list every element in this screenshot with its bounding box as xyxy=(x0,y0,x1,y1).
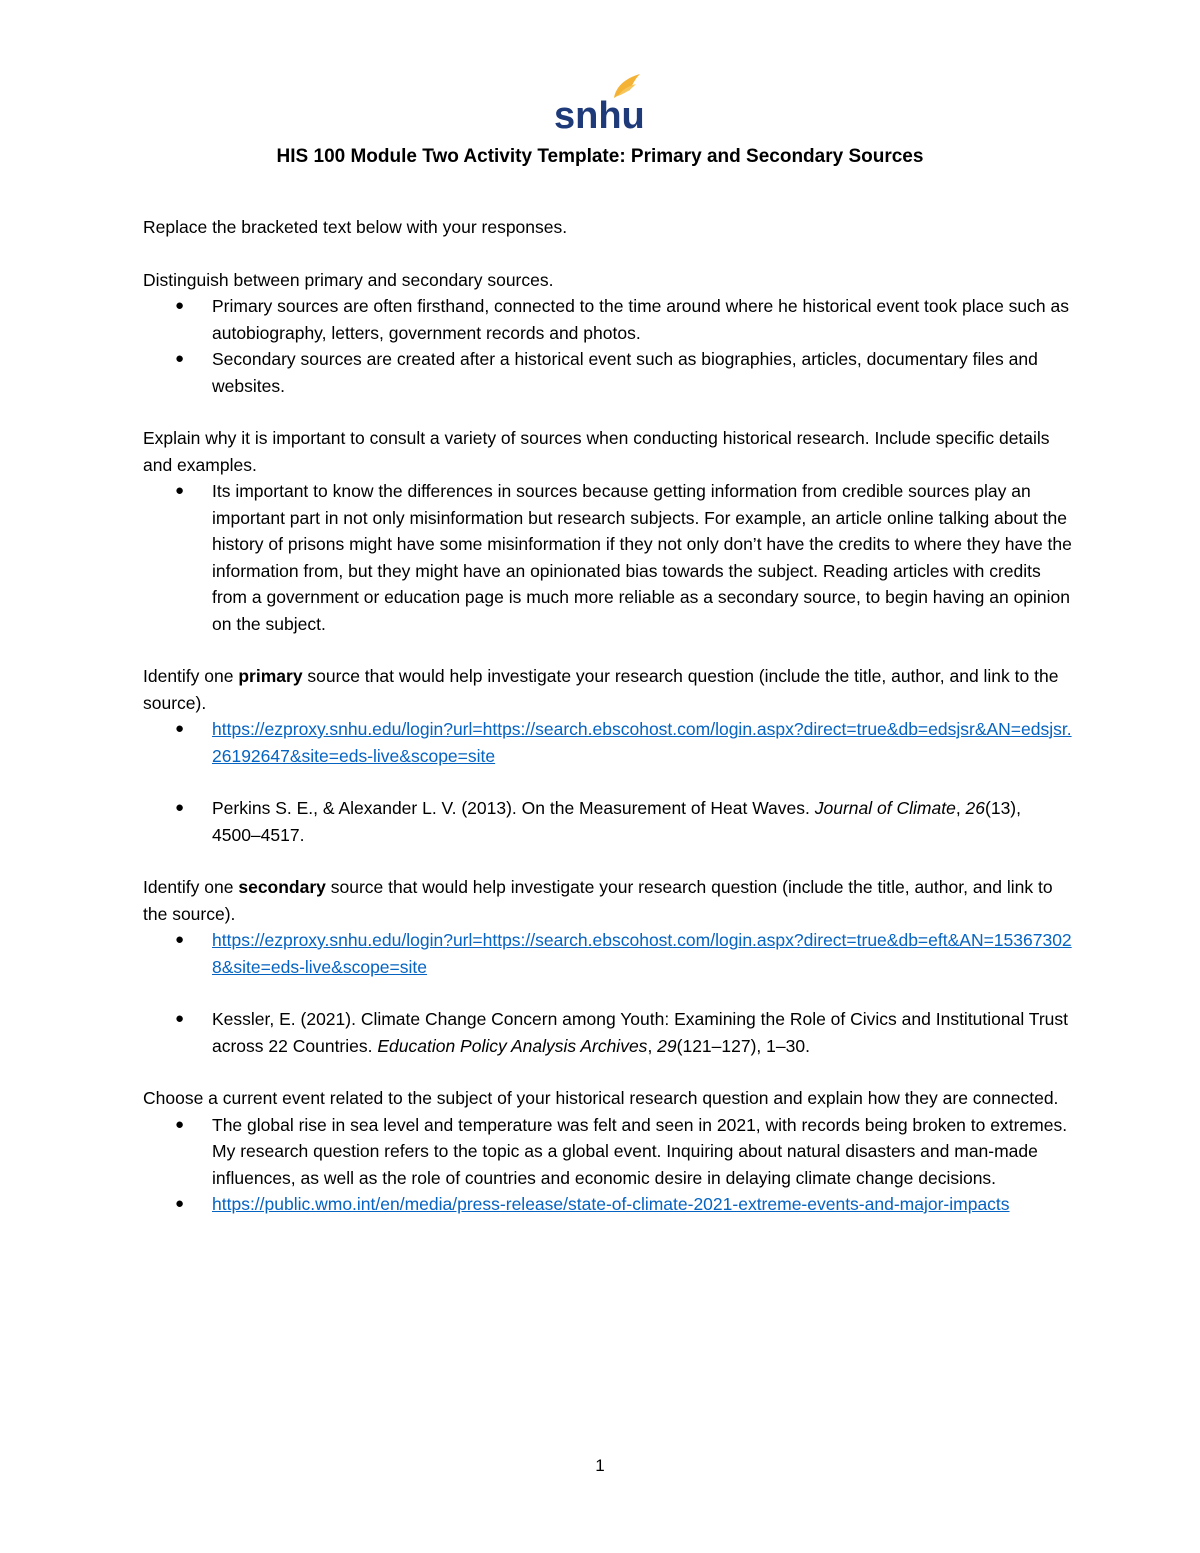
list-item: ● Its important to know the differences in sources because getting information from credible sources play an important part in not only misinformation but research subjects. For example, an article online talking about the history of prisons might have some misinformation if they not only don’t have the credits to where they have the information from, but they might have an opinionated bias towards the subject. Reading articles with credits from a government or education page is much more reliable as a secondary source, to begin having an opinion on the subject. xyxy=(143,478,1073,637)
explain-list xyxy=(143,478,1073,637)
bullet-icon: ● xyxy=(175,931,185,948)
list-item: ● Kessler, E. (2021). Climate Change Concern among Youth: Examining the Role of Civics and Institutional Trust across 22 Countries. Education Policy Analysis Archives, 29(121–127), 1–30. xyxy=(143,1006,1073,1059)
bullet-icon: ● xyxy=(175,1010,185,1027)
snhu-logo xyxy=(552,72,648,134)
secondary-list xyxy=(143,927,1073,980)
bullet-icon: ● xyxy=(175,297,185,314)
current-event-list xyxy=(143,1112,1073,1218)
primary-source-link[interactable]: https://ezproxy.snhu.edu/login?url=https://search.ebscohost.com/login.aspx?direct=true&db=edsjsr&AN=edsjsr.26192647&site=eds-live&scope=site xyxy=(212,719,1072,766)
page-title: HIS 100 Module Two Activity Template: Primary and Secondary Sources xyxy=(276,146,924,167)
list-item: ● Secondary sources are created after a historical event such as biographies, articles, documentary files and websites. xyxy=(143,346,1073,399)
list-item: ● The global rise in sea level and temperature was felt and seen in 2021, with records being broken to extremes. My research question refers to the topic as a global event. Inquiring about natural disasters and man-made influences, as well as the role of countries and economic desire in delaying climate change decisions. xyxy=(143,1112,1073,1192)
bullet-icon: ● xyxy=(175,1195,185,1212)
distinguish-list xyxy=(143,293,1073,399)
distinguish-prompt: Distinguish between primary and secondary sources. xyxy=(143,269,554,290)
list-item: ● Primary sources are often firsthand, connected to the time around where he historical event took place such as autobiography, letters, government records and photos. xyxy=(143,293,1073,346)
logo-text: snhu xyxy=(554,95,645,134)
bullet-icon: ● xyxy=(175,350,185,367)
list-item xyxy=(143,716,1073,769)
primary-list xyxy=(143,716,1073,769)
list-item xyxy=(143,1191,1073,1218)
secondary-source-link[interactable]: https://ezproxy.snhu.edu/login?url=https://search.ebscohost.com/login.aspx?direct=true&db=eft&AN=153673028&site=eds-live&scope=site xyxy=(212,930,1072,977)
bullet-icon: ● xyxy=(175,799,185,816)
list-item xyxy=(143,927,1073,980)
secondary-prompt: Identify one secondary source that would help investigate your research question (include the title, author, and link to the source). xyxy=(143,877,1053,924)
primary-prompt: Identify one primary source that would help investigate your research question (include the title, author, and link to the source). xyxy=(143,666,1059,713)
bullet-icon: ● xyxy=(175,720,185,737)
page-number: 1 xyxy=(595,1456,605,1475)
current-event-link[interactable]: https://public.wmo.int/en/media/press-release/state-of-climate-2021-extreme-events-and-major-impacts xyxy=(212,1194,1010,1214)
bullet-icon: ● xyxy=(175,1115,185,1133)
secondary-citation-list xyxy=(143,1006,1073,1059)
bullet-icon: ● xyxy=(175,482,185,499)
instruction-text: Replace the bracketed text below with your responses. xyxy=(143,217,568,237)
current-event-prompt: Choose a current event related to the subject of your historical research question and explain how they are connected. xyxy=(143,1088,1059,1108)
primary-citation-list xyxy=(143,795,1073,848)
explain-prompt: Explain why it is important to consult a variety of sources when conducting historical research. Include specific details and examples. xyxy=(143,428,1050,475)
list-item: ● Perkins S. E., & Alexander L. V. (2013). On the Measurement of Heat Waves. Journal of Climate, 26(13), 4500–4517. xyxy=(143,795,1073,848)
document-body xyxy=(143,214,1073,1218)
